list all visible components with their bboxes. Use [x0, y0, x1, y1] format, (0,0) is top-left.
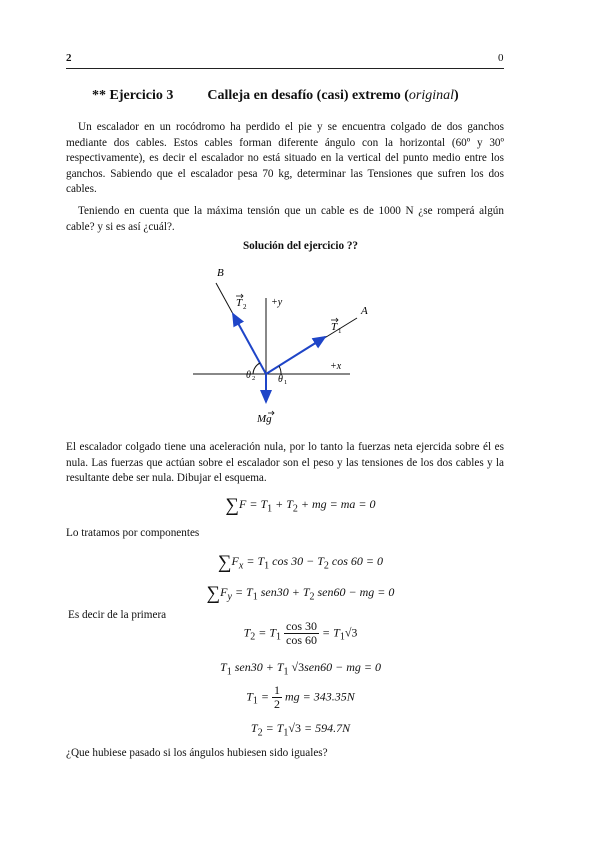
components-intro: Lo tratamos por componentes — [66, 527, 200, 539]
equation-t1-result: $T_1$ = $\frac{1}{2}$ mg = 343.35N — [246, 683, 355, 711]
svg-text:2: 2 — [243, 303, 247, 311]
original-tag: original — [408, 88, 455, 103]
t1-arrow — [266, 337, 325, 374]
exercise-stars: ** — [92, 88, 106, 103]
label-B: B — [217, 267, 224, 279]
label-plus-x: +x — [330, 361, 342, 372]
statement-paragraph-2: Teniendo en cuenta que la máxima tensión que un cable es de 1000 N ¿se romperá algún cable? y si es así ¿cuál?. — [66, 205, 504, 233]
label-T2 — [236, 294, 247, 311]
force-diagram — [185, 262, 385, 432]
original-close: ) — [454, 88, 459, 103]
svg-text:Mg: Mg — [257, 413, 272, 425]
equation-t2-result: $T_2 = T_1√3 = 594.7N$ — [250, 721, 351, 739]
original-open: ( — [404, 88, 409, 103]
first-intro: Es decir de la primera — [68, 609, 167, 621]
svg-text:T: T — [331, 321, 338, 333]
page-number-right: 0 — [498, 52, 504, 64]
exercise-label: Ejercicio 3 — [109, 88, 174, 103]
label-theta1 — [278, 374, 287, 386]
svg-text:1: 1 — [284, 379, 288, 386]
theta1-arc — [279, 366, 281, 374]
equation-t2-ratio: $T_2 = T_1$ $\frac{\cos 30}{\cos 60}$ = $T_1√3$ — [243, 619, 358, 647]
svg-text:θ: θ — [278, 374, 283, 385]
svg-text:T: T — [236, 297, 243, 309]
label-A: A — [361, 305, 368, 317]
label-theta2 — [246, 370, 255, 382]
exercise-name: Calleja en desafío (casi) extremo — [207, 88, 401, 103]
solution-title: Solución del ejercicio ?? — [242, 240, 359, 252]
svg-text:θ: θ — [246, 370, 251, 381]
equation-fy: $\sum F_y = T_1$ $sen30 + T_2$ sen60 − mg = 0 — [206, 583, 395, 604]
final-question: ¿Que hubiese pasado si los ángulos hubiesen sido iguales? — [66, 747, 328, 759]
theta2-arc — [253, 363, 260, 374]
label-T1 — [331, 318, 342, 335]
label-plus-y: +y — [271, 297, 283, 308]
svg-text:2: 2 — [252, 375, 256, 382]
statement-paragraph-1: Un escalador en un rocódromo ha perdido el pie y se encuentra colgado de dos ganchos mediante dos cables. Estos cables forman diferente ángulo con la horizontal (60º y 30º respectivamente), es decir el escalador no está situado en la vertical del punto medio entre los ganchos. Sabiendo que el escalador pesa 70 kg, determinar las Tensiones que sufren los dos cables. — [66, 121, 504, 196]
label-Mg — [256, 411, 274, 425]
exercise-title — [92, 88, 459, 104]
equation-substitution: $T_1$ $sen30 + T_1$ √3sen60 − mg = 0 — [220, 660, 381, 678]
equation-fx: $\sum F_x = T_1$ $\cos 30 - T_2$ cos 60 = 0 — [218, 552, 383, 573]
equation-vector-sum: $\sum F = T_1 + T_2$ + mg = ma = 0 — [225, 495, 376, 516]
page-number-left: 2 — [66, 52, 72, 64]
header-rule — [66, 68, 504, 69]
t2-arrow — [233, 314, 266, 374]
explanation-paragraph: El escalador colgado tiene una aceleración nula, por lo tanto la fuerzas neta ejercida sobre él es nula. Las fuerzas que actúan sobre el escalador son el peso y las tensiones de los dos cables y la resultante debe ser nula. Dibujar el esquema. — [66, 441, 504, 485]
svg-text:1: 1 — [338, 327, 342, 335]
